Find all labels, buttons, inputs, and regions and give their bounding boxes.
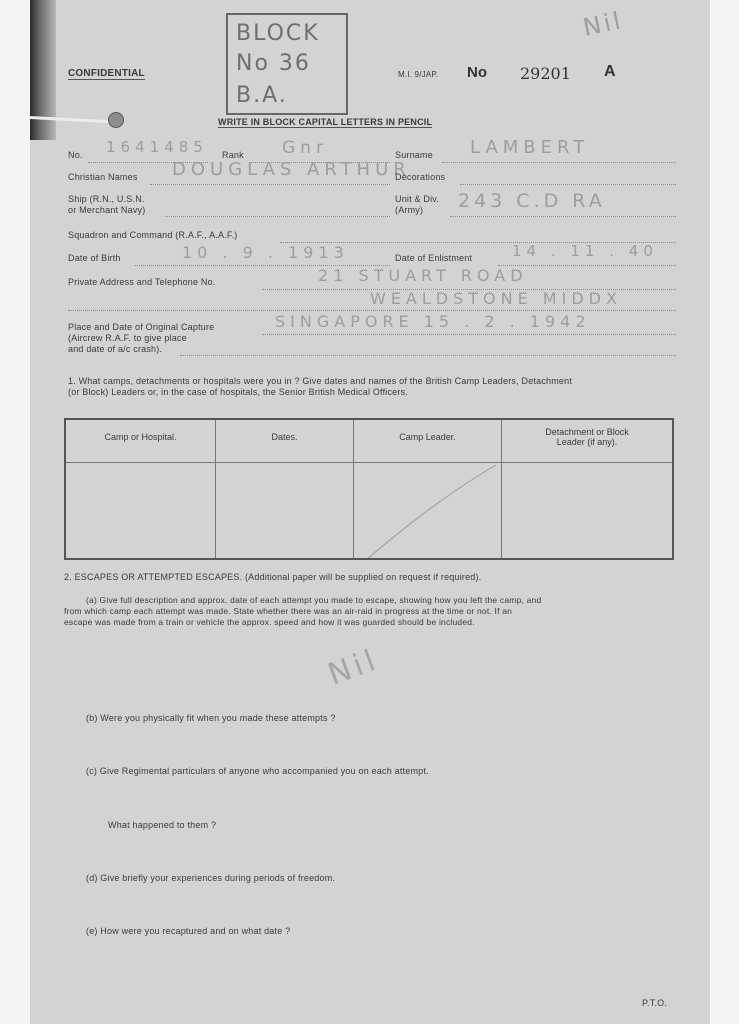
question-2a-line-2: from which camp each attempt was made. State whether there was an air-raid in progress at the time or not. If an — [64, 606, 513, 616]
question-2a-line-1: (a) Give full description and approx. date of each attempt you made to escape, showing how you left the camp, and — [86, 595, 542, 605]
capture-value: SINGAPORE 15 . 2 . 1942 — [275, 312, 591, 331]
christian-names-value: DOUGLAS ARTHUR — [172, 159, 411, 180]
question-2a-line-3: escape was made from a train or vehicle the approx. speed and how it was guarded should be included. — [64, 617, 475, 627]
ship-label-2: or Merchant Navy) — [68, 205, 146, 215]
surname-label: Surname — [395, 150, 433, 160]
decorations-label: Decorations — [395, 172, 446, 182]
camps-table — [64, 418, 674, 560]
unit-label-1: Unit & Div. — [395, 194, 440, 204]
pto-label: P.T.O. — [642, 998, 668, 1008]
rank-value: Gnr — [282, 138, 328, 158]
address-line-2: WEALDSTONE MIDDX — [370, 289, 622, 308]
stamp-line-1: BLOCK — [236, 21, 320, 46]
service-number-value: 1641485 — [106, 138, 208, 156]
form-page — [30, 0, 710, 1024]
question-2c: (c) Give Regimental particulars of anyone who accompanied you on each attempt. — [86, 766, 429, 776]
question-2-title: 2. ESCAPES OR ATTEMPTED ESCAPES. (Additional paper will be supplied on request if required). — [64, 572, 482, 582]
question-2c-followup: What happened to them ? — [108, 820, 217, 830]
enlistment-value: 14 . 11 . 40 — [512, 242, 658, 260]
column-header-detachment-line-1: Detachment or Block — [545, 427, 629, 437]
question-1-line-1: 1. What camps, detachments or hospitals were you in ? Give dates and names of the British Camp Leaders, Detachment — [68, 376, 573, 386]
capture-label-3: and date of a/c crash). — [68, 344, 163, 354]
unit-value: 243 C.D RA — [458, 190, 606, 212]
question-2e: (e) How were you recaptured and on what date ? — [86, 926, 291, 936]
unit-label-2: (Army) — [395, 205, 424, 215]
nil-answer: Nil — [323, 642, 384, 693]
no-label: No. — [68, 150, 83, 160]
rank-label: Rank — [222, 150, 244, 160]
pencil-instruction: WRITE IN BLOCK CAPITAL LETTERS IN PENCIL — [218, 117, 433, 127]
number-prefix: No — [467, 64, 487, 81]
pencil-stroke — [66, 420, 672, 558]
address-line-1: 21 STUART ROAD — [318, 266, 528, 285]
punch-hole — [108, 112, 124, 128]
dob-value: 10 . 9 . 1913 — [182, 243, 349, 262]
stamp-line-3: B.A. — [236, 83, 288, 108]
ship-label-1: Ship (R.N., U.S.N. — [68, 194, 145, 204]
address-label: Private Address and Telephone No. — [68, 277, 216, 287]
capture-label-1: Place and Date of Original Capture — [68, 322, 215, 332]
form-number: 29201 — [520, 64, 571, 83]
squadron-label: Squadron and Command (R.A.F., A.A.F.) — [68, 230, 238, 240]
question-2b: (b) Were you physically fit when you made these attempts ? — [86, 713, 336, 723]
question-2d: (d) Give briefly your experiences during periods of freedom. — [86, 873, 336, 883]
surname-value: LAMBERT — [470, 137, 590, 158]
nil-note: Nil — [580, 6, 626, 42]
column-header-dates: Dates. — [216, 420, 354, 462]
block-stamp — [226, 13, 348, 115]
christian-names-label: Christian Names — [68, 172, 138, 182]
enlistment-label: Date of Enlistment — [395, 253, 473, 263]
dob-label: Date of Birth — [68, 253, 121, 263]
question-1-line-2: (or Block) Leaders or, in the case of hospitals, the Senior British Medical Officers. — [68, 387, 408, 397]
form-suffix: A — [604, 63, 616, 80]
column-header-detachment-line-2: Leader (if any). — [556, 437, 618, 447]
column-header-camp: Camp or Hospital. — [66, 420, 216, 462]
stamp-line-2: No 36 — [236, 51, 311, 76]
confidential-label: CONFIDENTIAL — [68, 68, 145, 79]
form-code: M.I. 9/JAP. — [398, 70, 439, 79]
capture-label-2: (Aircrew R.A.F. to give place — [68, 333, 187, 343]
column-header-leader: Camp Leader. — [354, 420, 502, 462]
